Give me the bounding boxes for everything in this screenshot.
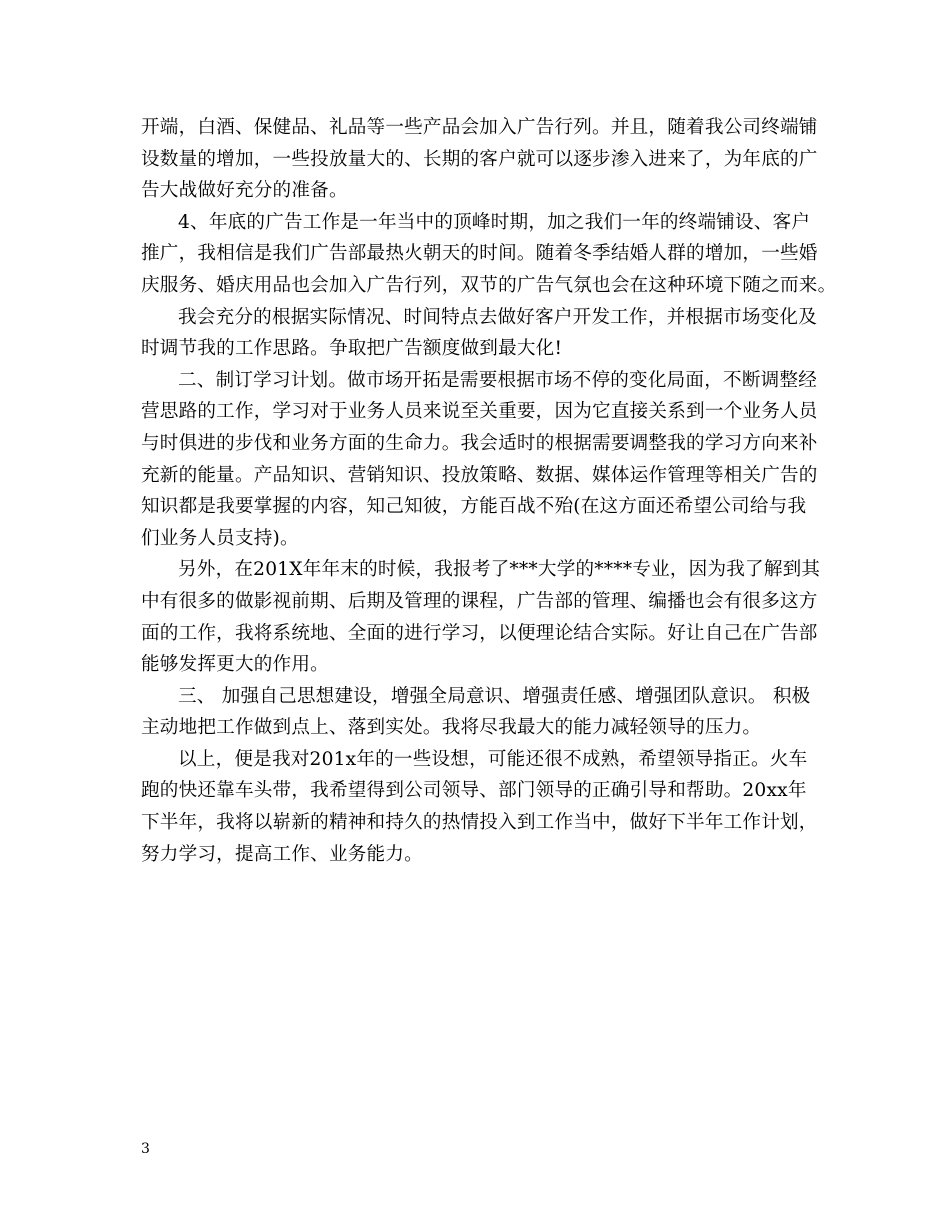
text-line: 中有很多的做影视前期、后期及管理的课程，广告部的管理、编播也会有很多这方 — [141, 590, 818, 612]
text-line: 告大战做好充分的准备。 — [141, 180, 348, 202]
text-line: 另外，在201X年年末的时候，我报考了***大学的****专业，因为我了解到其 — [178, 559, 821, 581]
text-line: 推广，我相信是我们广告部最热火朝天的时间。随着冬季结婚人群的增加，一些婚 — [141, 243, 818, 265]
text-line: 时调节我的工作思路。争取把广告额度做到最大化! — [141, 338, 563, 360]
text-line: 们业务人员支持)。 — [141, 527, 299, 549]
text-line: 三、 加强自己思想建设，增强全局意识、增强责任感、增强团队意识。 积极 — [178, 685, 811, 707]
page-number: 3 — [141, 1141, 150, 1157]
text-line: 知识都是我要掌握的内容，知己知彼，方能百战不殆(在这方面还希望公司给与我 — [141, 496, 807, 518]
text-line: 二、制订学习计划。做市场开拓是需要根据市场不停的变化局面，不断调整经 — [178, 369, 817, 391]
text-line: 4、年底的广告工作是一年当中的顶峰时期，加之我们一年的终端铺设、客户 — [178, 211, 811, 233]
text-line: 庆服务、婚庆用品也会加入广告行列，双节的广告气氛也会在这种环境下随之而来。 — [141, 274, 837, 296]
text-line: 能够发挥更大的作用。 — [141, 654, 329, 676]
text-line: 面的工作，我将系统地、全面的进行学习，以便理论结合实际。好让自己在广告部 — [141, 622, 818, 644]
text-line: 以上，便是我对201x年的一些设想，可能还很不成熟，希望领导指正。火车 — [178, 748, 808, 770]
text-line: 努力学习，提高工作、业务能力。 — [141, 843, 423, 865]
text-line: 跑的快还靠车头带，我希望得到公司领导、部门领导的正确引导和帮助。20xx年 — [141, 780, 807, 802]
document-body — [141, 112, 837, 870]
text-line: 开端，白酒、保健品、礼品等一些产品会加入广告行列。并且，随着我公司终端铺 — [141, 117, 818, 138]
text-line: 我会充分的根据实际情况、时间特点去做好客户开发工作，并根据市场变化及 — [178, 306, 817, 328]
text-line: 充新的能量。产品知识、营销知识、投放策略、数据、媒体运作管理等相关广告的 — [141, 464, 818, 486]
text-line: 主动地把工作做到点上、落到实处。我将尽我最大的能力减轻领导的压力。 — [141, 717, 762, 739]
text-line: 营思路的工作，学习对于业务人员来说至关重要，因为它直接关系到一个业务人员 — [141, 401, 818, 423]
text-line: 下半年，我将以崭新的精神和持久的热情投入到工作当中，做好下半年工作计划， — [141, 812, 818, 834]
text-line: 与时俱进的步伐和业务方面的生命力。我会适时的根据需要调整我的学习方向来补 — [141, 432, 818, 454]
text-line: 设数量的增加，一些投放量大的、长期的客户就可以逐步渗入进来了，为年底的广 — [141, 148, 818, 170]
